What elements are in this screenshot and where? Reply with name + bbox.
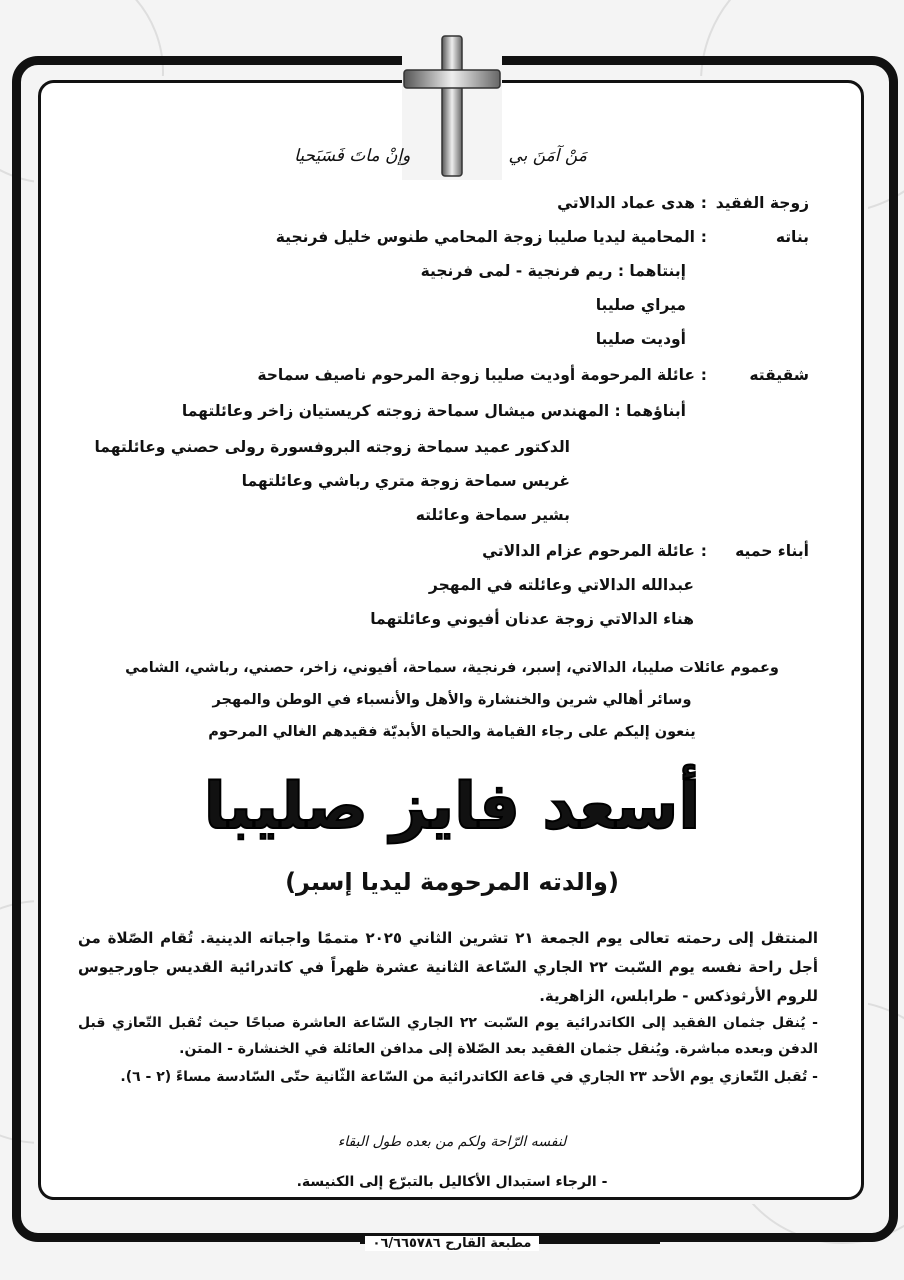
wife-label: زوجة الفقيد — [715, 194, 809, 212]
colon: : — [700, 542, 707, 560]
families-line: وعموم عائلات صليبا، الدالاتي، إسبر، فرنجية، سماحة، أفيوني، زاخر، حصني، رباشي، الشامي — [125, 660, 779, 676]
sister-children-line: أبناؤهما : المهندس ميشال سماحة زوجته كريستيان زاخر وعائلتهما — [181, 402, 686, 420]
announcement-item: - يُنقل جثمان الفقيد إلى الكاتدرائية يوم السّبت ٢٢ الجاري السّاعة العاشرة صباحًا حيث تُقبل التّعازي قبل الدفن وبعده مباشرة. ويُنقل جثمان الفقيد بعد الصّلاة إلى مدافن العائلة في الخنشارة - المتن. — [78, 1015, 818, 1057]
families-line: وسائر أهالي شرين والخنشارة والأهل والأنسباء في الوطن والمهجر — [212, 692, 692, 708]
daughter-line: أوديت صليبا — [595, 330, 686, 348]
in-laws-value: عائلة المرحوم عزام الدالاتي — [482, 542, 695, 560]
daughter-line: ميراي صليبا — [595, 296, 686, 314]
sister-child-line: الدكتور عميد سماحة زوجته البروفسورة رولى حصني وعائلتهما — [94, 438, 570, 456]
sister-child-line: غريس سماحة زوجة متري رباشي وعائلتهما — [241, 472, 570, 490]
announcement-main: المنتقل إلى رحمته تعالى يوم الجمعة ٢١ تشرين الثاني ٢٠٢٥ متممًا واجباته الدينية. تُقام الصّلاة من أجل راحة نفسه يوم السّبت ٢٢ الجاري السّاعة الثانية عشرة ظهراً في كاتدرائية القديس جاورجيوس للروم الأرثوذكس - طرابلس، الزاهرية. — [78, 929, 819, 1005]
in-law-line: عبدالله الدالاتي وعائلته في المهجر — [428, 576, 694, 594]
colon: : — [700, 366, 707, 384]
in-law-line: هناء الدالاتي زوجة عدنان أفيوني وعائلتهما — [370, 610, 694, 628]
deceased-name: أسعد فايز صليبا — [203, 770, 701, 844]
verse-part-left: وإنْ ماتَ فَسَيَحيا — [294, 146, 411, 166]
in-laws-row — [89, 538, 809, 564]
daughters-value: المحامية ليديا صليبا زوجة المحامي طنوس خليل فرنجية — [275, 228, 695, 246]
daughters-label: بناته — [775, 228, 809, 246]
colon: : — [700, 194, 707, 212]
families-line: ينعون إليكم على رجاء القيامة والحياة الأبديّة فقيدهم الغالي المرحوم — [208, 724, 696, 740]
closing-prayer: لنفسه الرّاحة ولكم من بعده طول البقاء — [337, 1134, 567, 1150]
deceased-mother: (والدته المرحومة ليديا إسبر) — [285, 868, 619, 896]
sister-value: عائلة المرحومة أوديت صليبا زوجة المرحوم ناصيف سماحة — [257, 366, 695, 384]
wife-row — [89, 190, 809, 216]
bible-verse — [250, 146, 650, 166]
sister-row — [89, 362, 809, 388]
granddaughters-line: إبنتاهما : ريم فرنجية - لمى فرنجية — [420, 262, 686, 280]
announcement-item: - تُقبل التّعازي يوم الأحد ٢٣ الجاري في قاعة الكاتدرائية من السّاعة الثّانية حتّى السّادسة مساءً (٢ - ٦). — [120, 1069, 818, 1085]
in-laws-label: أبناء حميه — [735, 542, 809, 560]
sister-label: شقيقته — [749, 366, 809, 384]
verse-part-right: مَنْ آمَنَ بي — [508, 146, 587, 166]
printer-text: مطبعة القارح ٠٦/٦٦٥٧٨٦ — [365, 1236, 540, 1251]
sister-child-line: بشير سماحة وعائلته — [415, 506, 570, 524]
wife-name: هدى عماد الدالاتي — [557, 194, 695, 212]
daughters-row — [89, 224, 809, 250]
closing-request: - الرجاء استبدال الأكاليل بالتبرّع إلى الكنيسة. — [296, 1174, 608, 1190]
colon: : — [700, 228, 707, 246]
printer-credit — [0, 1232, 904, 1251]
